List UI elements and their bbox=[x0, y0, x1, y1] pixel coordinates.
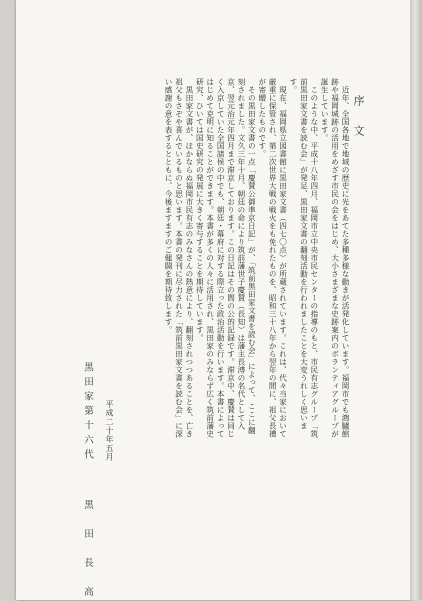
paragraph: 近年、全国各地で地域の歴史に光をあてた多種多様な動きが活発化しています。福岡市でも鴻臚館跡や福岡城跡の活用をめざす市民の会をはじめ、大小さまざまな史跡案内のボランティアグループが誕生しています。 bbox=[319, 78, 350, 438]
book-edge bbox=[410, 0, 422, 600]
preface-date: 平成二十年五月 bbox=[104, 400, 115, 462]
paragraph: このような中、平成十八年四月、福岡市立中央市民センターの指導のもと、市民有志グループ「筑前黒田家文書を読む会」が発足、黒田家文書の翻刻活動を行われましたことを大変うれしく思います。 bbox=[288, 78, 319, 438]
author-title: 黒田家第十六代 bbox=[82, 362, 93, 464]
author-signature bbox=[80, 362, 94, 601]
paragraph: 黒田家文書が、ほかならぬ福岡市民有志のみなさんの熱意により、翻刻されつつあることを、亡き祖父もさぞや喜んでいるものと思います。本書の発刊に尽力された「筑前黒田家文書を読む会」に深い感謝の意を表するとともに、今後ますますのご健闘を期待致します。 bbox=[163, 78, 194, 438]
author-name: 黒 田 長 高 bbox=[82, 500, 93, 601]
paragraph: 現在、福岡県立図書館に黒田家文書（四七〇点）が所蔵されています。これは、代々当家において厳重に保管され、第二次世界大戦の戦火をも免れたものを、昭和三十八年から翌年の間に、祖父長禮が寄贈したものです。 bbox=[256, 78, 287, 438]
paragraph: その黒田家文書の一点「慶賛公御凖京日記」が、「筑前黒田家文書を読む会」によって、ここに翻刻されました。文久三年十月、朝廷の命により筑前藩世子慶賛（長知）は藩主長溥の名代として入京、翌元治元年四月まで滞京しております。この日記はその間の公的記録です。滞京中、慶賛は同じく入京していた全国諸侯の中でも、朝廷・幕府に対する際立った政治活動を行います。本書によってはじめて克明に知ることができます。本書が多くの人々に活用され、黒田家のみならず広く筑前藩史研究、ひいては国史研究の発展に大きく寄与することを期待しています。 bbox=[194, 78, 256, 438]
document-page bbox=[16, 0, 410, 600]
preface-body bbox=[100, 78, 350, 438]
preface-title: 序 文 bbox=[350, 95, 366, 140]
